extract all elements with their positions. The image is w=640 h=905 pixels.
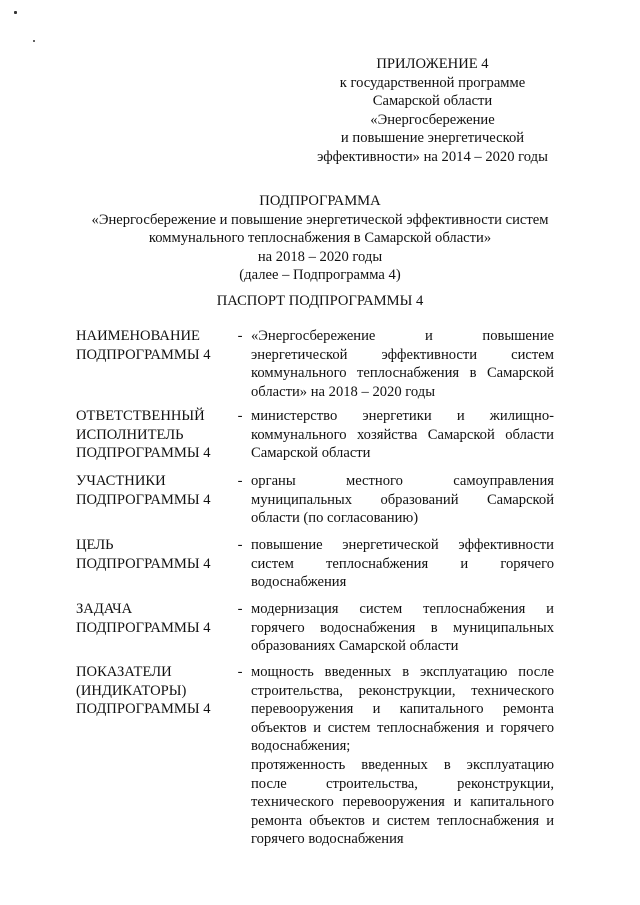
row-label-line: ПОДПРОГРАММЫ 4 bbox=[76, 619, 211, 636]
row-value bbox=[251, 327, 554, 401]
row-value-line: строительства, реконструкции, технического bbox=[251, 682, 554, 699]
row-label-line: УЧАСТНИКИ bbox=[76, 473, 166, 489]
row-label-line: ЦЕЛЬ bbox=[76, 537, 114, 553]
row-value-line: водоснабжения bbox=[251, 574, 347, 591]
row-value-line: объектов и систем теплоснабжения и горячего bbox=[251, 719, 554, 736]
appendix-header bbox=[300, 55, 565, 167]
row-label bbox=[76, 663, 231, 719]
row-value bbox=[251, 407, 554, 463]
row-label-line: ПОДПРОГРАММЫ 4 bbox=[76, 491, 211, 508]
appendix-line: к государственной программе bbox=[339, 74, 526, 91]
row-value-line: мощность введенных в эксплуатацию после bbox=[251, 664, 554, 680]
row-value-line: «Энергосбережение и повышение bbox=[251, 328, 554, 344]
row-value-line: водоснабжения; bbox=[251, 738, 351, 755]
row-label-line: (ИНДИКАТОРЫ) bbox=[76, 682, 187, 699]
scan-mark bbox=[33, 40, 35, 42]
row-value-line: коммунального хозяйства Самарской области bbox=[251, 426, 554, 443]
row-label-line: ПОДПРОГРАММЫ 4 bbox=[76, 555, 211, 572]
row-label-line: ПОДПРОГРАММЫ 4 bbox=[76, 346, 211, 363]
subprogram-title-block bbox=[60, 192, 580, 285]
appendix-line: Самарской области bbox=[372, 93, 493, 110]
row-label-line: НАИМЕНОВАНИЕ bbox=[76, 328, 200, 344]
subprogram-heading: ПОДПРОГРАММА bbox=[259, 193, 381, 209]
row-value-line: муниципальных образований Самарской bbox=[251, 491, 554, 508]
row-value-line: повышение энергетической эффективности bbox=[251, 537, 554, 553]
subprogram-line: (далее – Подпрограмма 4) bbox=[239, 267, 401, 284]
row-value bbox=[251, 600, 554, 656]
appendix-title: ПРИЛОЖЕНИЕ 4 bbox=[376, 56, 489, 72]
row-value bbox=[251, 472, 554, 528]
row-label-line: ПОКАЗАТЕЛИ bbox=[76, 664, 172, 680]
row-label bbox=[76, 472, 231, 509]
row-value bbox=[251, 663, 554, 849]
row-label bbox=[76, 327, 231, 364]
row-value-line: области» на 2018 – 2020 годы bbox=[251, 383, 436, 400]
row-value-line: горячего водоснабжения в муниципальных bbox=[251, 619, 554, 636]
row-dash: - bbox=[237, 601, 243, 617]
row-value-line: горячего водоснабжения bbox=[251, 831, 404, 848]
row-value-line: органы местного самоуправления bbox=[251, 473, 554, 489]
row-value-line: технического перевооружения и капитального bbox=[251, 794, 554, 811]
row-value-line: перевооружения и капитального ремонта bbox=[251, 701, 554, 718]
passport-title: ПАСПОРТ ПОДПРОГРАММЫ 4 bbox=[216, 293, 424, 309]
row-dash: - bbox=[237, 537, 243, 553]
row-value-line: систем теплоснабжения и горячего bbox=[251, 555, 554, 572]
row-value-line: министерство энергетики и жилищно- bbox=[251, 408, 554, 424]
row-value-line: образованиях Самарской области bbox=[251, 638, 459, 655]
row-label bbox=[76, 407, 231, 463]
row-value-line: после строительства, реконструкции, bbox=[251, 775, 554, 792]
row-dash: - bbox=[237, 408, 243, 424]
row-label-line: ПОДПРОГРАММЫ 4 bbox=[76, 445, 211, 462]
row-value-line: коммунального теплоснабжения в Самарской bbox=[251, 365, 554, 382]
scan-mark bbox=[14, 11, 17, 14]
row-value-line: ремонта объектов и систем теплоснабжения и bbox=[251, 812, 554, 829]
row-label-line: ИСПОЛНИТЕЛЬ bbox=[76, 426, 184, 443]
row-value-line: протяженность введенных в эксплуатацию bbox=[251, 756, 554, 773]
subprogram-line: «Энергосбережение и повышение энергетической эффективности систем bbox=[91, 211, 549, 228]
row-dash: - bbox=[237, 328, 243, 344]
row-label bbox=[76, 600, 231, 637]
subprogram-line: на 2018 – 2020 годы bbox=[257, 248, 383, 265]
row-value-line: области (по согласованию) bbox=[251, 510, 419, 527]
appendix-line: «Энергосбережение bbox=[370, 111, 495, 128]
appendix-line: эффективности» на 2014 – 2020 годы bbox=[317, 148, 548, 165]
row-label-line: ОТВЕТСТВЕННЫЙ bbox=[76, 408, 205, 424]
row-dash: - bbox=[237, 473, 243, 489]
row-label-line: ЗАДАЧА bbox=[76, 601, 133, 617]
subprogram-line: коммунального теплоснабжения в Самарской области» bbox=[148, 230, 492, 247]
row-value bbox=[251, 536, 554, 592]
row-value-line: Самарской области bbox=[251, 445, 371, 462]
row-value-line: модернизация систем теплоснабжения и bbox=[251, 601, 554, 617]
appendix-line: и повышение энергетической bbox=[340, 130, 525, 147]
row-dash: - bbox=[237, 664, 243, 680]
row-value-line: энергетической эффективности систем bbox=[251, 346, 554, 363]
row-label bbox=[76, 536, 231, 573]
row-label-line: ПОДПРОГРАММЫ 4 bbox=[76, 701, 211, 718]
